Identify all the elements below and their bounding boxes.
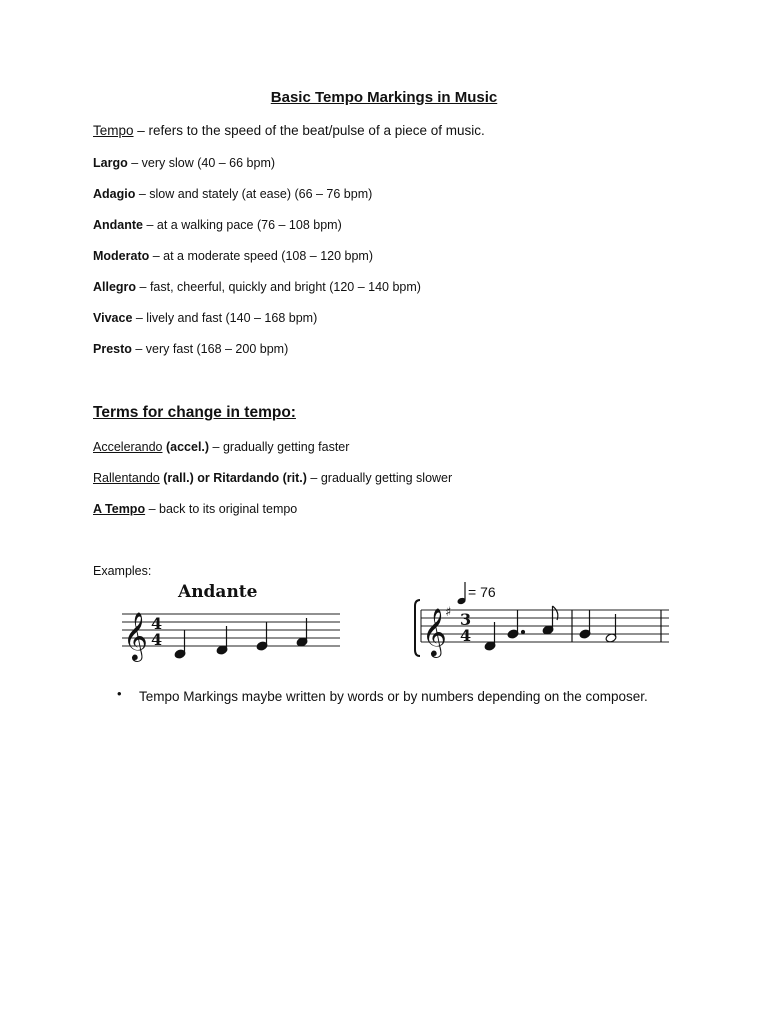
sharp-icon: ♯ xyxy=(445,605,452,620)
marking-term: Andante xyxy=(93,218,143,232)
marking-desc: – very slow (40 – 66 bpm) xyxy=(127,156,276,170)
bullet-symbol: • xyxy=(117,686,122,701)
page-title: Basic Tempo Markings in Music xyxy=(270,89,498,106)
marking-desc: – slow and stately (at ease) (66 – 76 bpm) xyxy=(135,187,373,201)
metronome-marking: = 76 xyxy=(468,584,496,600)
marking-term: Allegro xyxy=(93,280,137,294)
change-desc: – gradually getting faster xyxy=(209,440,350,454)
marking-desc: – at a moderate speed (108 – 120 bpm) xyxy=(149,249,374,263)
treble-clef-icon: 𝄞 xyxy=(422,607,447,656)
tempo-term: Tempo xyxy=(93,123,134,138)
marking-term: Adagio xyxy=(93,187,136,201)
time-signature-bottom: 4 xyxy=(460,626,472,645)
marking-term: Vivace xyxy=(93,311,133,325)
time-signature-bottom: 4 xyxy=(151,630,163,649)
marking-term: Moderato xyxy=(93,249,150,263)
change-term: A Tempo xyxy=(93,502,146,516)
change-desc: – back to its original tempo xyxy=(145,502,298,516)
marking-presto xyxy=(93,342,288,356)
example-andante-marking: Andante xyxy=(178,582,258,602)
brace-icon xyxy=(415,600,420,656)
marking-allegro xyxy=(93,280,421,294)
example-metronome-staff xyxy=(413,596,673,662)
change-a-tempo xyxy=(93,502,297,516)
marking-desc: – very fast (168 – 200 bpm) xyxy=(131,342,289,356)
time-signature-top: 3 xyxy=(460,610,472,629)
examples-label: Examples: xyxy=(93,564,152,578)
bullet-text: Tempo Markings maybe written by words or by numbers depending on the composer. xyxy=(139,689,648,704)
change-term: Rallentando xyxy=(93,471,160,485)
marking-vivace xyxy=(93,311,317,325)
treble-clef-icon: 𝄞 xyxy=(123,611,148,660)
change-accelerando xyxy=(93,440,349,454)
time-signature-top: 4 xyxy=(151,614,163,633)
marking-desc: – lively and fast (140 – 168 bpm) xyxy=(132,311,318,325)
change-heading: Terms for change in tempo: xyxy=(93,404,296,421)
change-desc: – gradually getting slower xyxy=(306,471,453,485)
marking-term: Presto xyxy=(93,342,132,356)
marking-largo xyxy=(93,156,275,170)
change-term: Accelerando xyxy=(93,440,163,454)
marking-adagio xyxy=(93,187,372,201)
marking-moderato xyxy=(93,249,373,263)
tempo-definition xyxy=(93,123,485,138)
change-abbr: (rall.) or Ritardando (rit.) xyxy=(159,471,307,485)
marking-andante xyxy=(93,218,342,232)
marking-desc: – at a walking pace (76 – 108 bpm) xyxy=(143,218,342,232)
marking-term: Largo xyxy=(93,156,128,170)
tempo-definition-text: – refers to the speed of the beat/pulse of a piece of music. xyxy=(133,123,485,138)
change-abbr: (accel.) xyxy=(162,440,210,454)
marking-desc: – fast, cheerful, quickly and bright (120 – 140 bpm) xyxy=(136,280,421,294)
example-andante-staff xyxy=(118,600,348,662)
change-rallentando xyxy=(93,471,452,485)
augmentation-dot xyxy=(522,631,525,634)
